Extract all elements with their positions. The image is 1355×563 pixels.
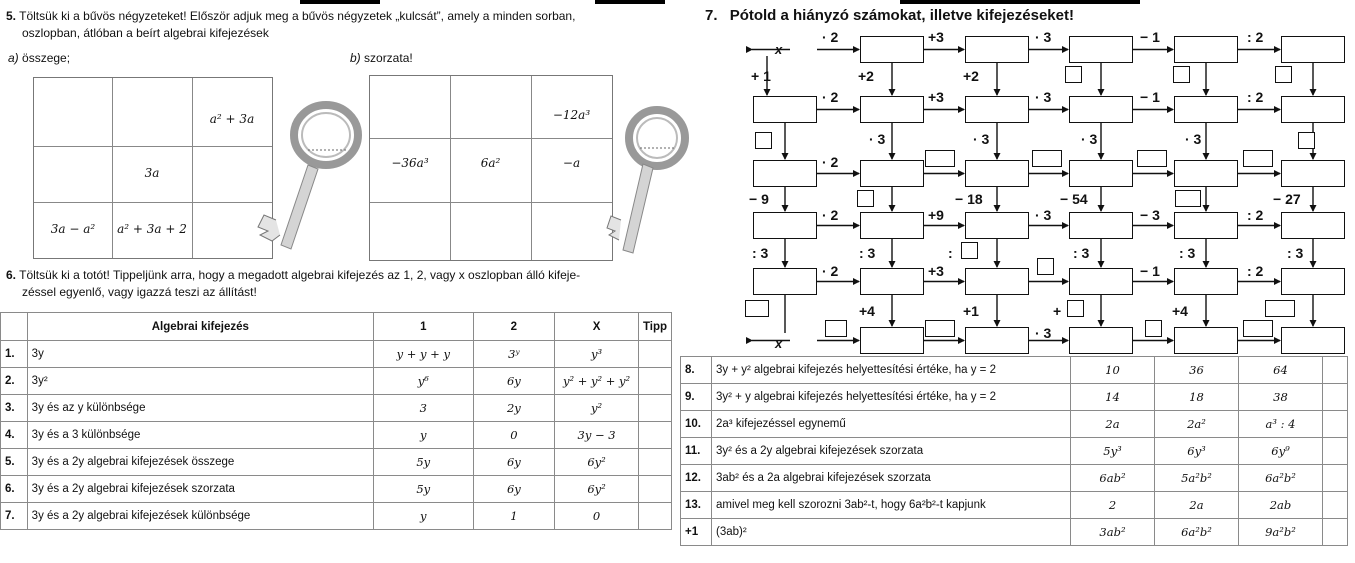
arrow-head bbox=[1310, 261, 1317, 268]
flow-box[interactable] bbox=[1174, 327, 1238, 354]
flow-box[interactable] bbox=[860, 212, 924, 239]
option-1-cell: 5y bbox=[374, 476, 474, 503]
op-label: · 2 bbox=[822, 207, 839, 223]
arrow-head bbox=[1203, 205, 1210, 212]
option-2-cell: 0 bbox=[473, 422, 555, 449]
header-cell: Algebrai kifejezés bbox=[27, 313, 373, 341]
arrow-head bbox=[764, 89, 771, 96]
ex7-title: Pótold a hiányzó számokat, illetve kifejezéseket! bbox=[729, 7, 1074, 24]
expression-cell: 3y és a 3 különbsége bbox=[27, 422, 373, 449]
expression-cell: (3ab)² bbox=[712, 519, 1071, 546]
expression-cell: amivel meg kell szorozni 3ab²-t, hogy 6a²b²-t kapjunk bbox=[712, 492, 1071, 519]
blank-box[interactable] bbox=[1265, 300, 1295, 317]
flow-box[interactable] bbox=[1069, 327, 1133, 354]
tipp-cell[interactable] bbox=[638, 449, 671, 476]
tipp-cell[interactable] bbox=[1323, 411, 1348, 438]
arrow-head bbox=[889, 89, 896, 96]
option-2-cell: 6y³ bbox=[1155, 438, 1239, 465]
op-label: − 54 bbox=[1060, 191, 1088, 207]
blank-box[interactable] bbox=[961, 242, 978, 259]
flow-box[interactable] bbox=[1069, 268, 1133, 295]
op-label: · 3 bbox=[1185, 131, 1202, 147]
square-a-cell: 3a − a² bbox=[50, 222, 96, 236]
arrow-head bbox=[1098, 153, 1105, 160]
tipp-cell[interactable] bbox=[1323, 357, 1348, 384]
tipp-cell[interactable] bbox=[638, 503, 671, 530]
op-label: · 3 bbox=[869, 131, 886, 147]
arrow-head bbox=[1098, 89, 1105, 96]
ex6-line1 bbox=[6, 268, 580, 282]
square-b-cell: 6a² bbox=[480, 156, 501, 170]
flow-box[interactable] bbox=[965, 268, 1029, 295]
toto-table-2 bbox=[680, 356, 1348, 546]
arrow-head bbox=[782, 261, 789, 268]
arrow-head bbox=[1098, 261, 1105, 268]
table-row bbox=[681, 384, 1348, 411]
row-number: 2. bbox=[1, 368, 28, 395]
option-2-cell: 6y bbox=[473, 368, 555, 395]
op-label: : 3 bbox=[1287, 245, 1304, 261]
option-1-cell: 2 bbox=[1071, 492, 1155, 519]
op-label: − 3 bbox=[1140, 207, 1160, 223]
arrow-head bbox=[1310, 153, 1317, 160]
row-number: 5. bbox=[1, 449, 28, 476]
op-label: − 27 bbox=[1273, 191, 1301, 207]
option-2-cell: 2a bbox=[1155, 492, 1239, 519]
flow-box[interactable] bbox=[1281, 327, 1345, 354]
op-label: · 3 bbox=[1035, 89, 1052, 105]
flow-box[interactable] bbox=[1174, 268, 1238, 295]
option-2-cell: 2a² bbox=[1155, 411, 1239, 438]
flow-box[interactable] bbox=[1281, 36, 1345, 63]
op-label: − 1 bbox=[1140, 29, 1160, 45]
flow-box[interactable] bbox=[1069, 36, 1133, 63]
key-illustration bbox=[595, 100, 695, 260]
arrow-head bbox=[853, 278, 860, 285]
op-label: +3 bbox=[928, 263, 944, 279]
option-x-cell: 6y² bbox=[555, 449, 639, 476]
op-label: : 3 bbox=[859, 245, 876, 261]
arrow-head bbox=[1274, 46, 1281, 53]
option-1-cell: 5y³ bbox=[1071, 438, 1155, 465]
square-b-cell: −a bbox=[562, 156, 581, 170]
arrow-head bbox=[782, 153, 789, 160]
option-2-cell: 6a²b² bbox=[1155, 519, 1239, 546]
blank-box[interactable] bbox=[925, 150, 955, 167]
op-label: · 3 bbox=[1035, 29, 1052, 45]
ex5-a-label-row bbox=[8, 51, 70, 65]
row-number: +1 bbox=[681, 519, 712, 546]
option-x-cell: y² + y² + y² bbox=[555, 368, 639, 395]
op-label: : 2 bbox=[1247, 207, 1264, 223]
flow-box[interactable] bbox=[1174, 36, 1238, 63]
arrow-head bbox=[1167, 278, 1174, 285]
flow-box[interactable] bbox=[860, 327, 924, 354]
square-b-cell: −36a³ bbox=[391, 156, 429, 170]
option-1-cell: 5y bbox=[374, 449, 474, 476]
option-1-cell: y bbox=[374, 422, 474, 449]
expression-cell: 3y és az y különbsége bbox=[27, 395, 373, 422]
expression-cell: 3y bbox=[27, 341, 373, 368]
option-1-cell: 3ab² bbox=[1071, 519, 1155, 546]
ex5-line1 bbox=[6, 9, 575, 23]
option-2-cell: 5a²b² bbox=[1155, 465, 1239, 492]
table-row bbox=[681, 519, 1348, 546]
ex6-number: 6. bbox=[6, 268, 17, 282]
option-x-cell: 9a²b² bbox=[1239, 519, 1323, 546]
blank-box[interactable] bbox=[1065, 66, 1082, 83]
ex5-text-line2: oszlopban, átlóban a beírt algebrai kifejezések bbox=[22, 26, 269, 40]
flow-box[interactable] bbox=[753, 96, 817, 123]
blank-box[interactable] bbox=[1298, 132, 1315, 149]
ex6-text-line1: Töltsük ki a totót! Tippeljünk arra, hogy a megadott algebrai kifejezés az 1, 2, vagy x oszlopban álló kifeje- bbox=[19, 268, 581, 282]
op-label: + bbox=[1053, 303, 1062, 319]
flow-arrows bbox=[735, 28, 1350, 355]
option-2-cell: 2y bbox=[473, 395, 555, 422]
tipp-cell[interactable] bbox=[1323, 438, 1348, 465]
blank-box[interactable] bbox=[1067, 300, 1084, 317]
option-1-cell: 14 bbox=[1071, 384, 1155, 411]
square-b-cell: −12a³ bbox=[552, 108, 591, 122]
op-label: +4 bbox=[859, 303, 875, 319]
arrow-head bbox=[853, 106, 860, 113]
option-2-cell: 1 bbox=[473, 503, 555, 530]
op-label: · 2 bbox=[822, 154, 839, 170]
arrow-head bbox=[994, 261, 1001, 268]
flow-box[interactable] bbox=[965, 36, 1029, 63]
arrow-head bbox=[889, 320, 896, 327]
expression-cell: 3y² bbox=[27, 368, 373, 395]
table-row bbox=[681, 438, 1348, 465]
tipp-cell[interactable] bbox=[1323, 492, 1348, 519]
arrow-head bbox=[853, 46, 860, 53]
option-x-cell: 2ab bbox=[1239, 492, 1323, 519]
op-label: : 3 bbox=[1179, 245, 1196, 261]
row-number: 12. bbox=[681, 465, 712, 492]
option-x-cell: 6a²b² bbox=[1239, 465, 1323, 492]
op-label: : 2 bbox=[1247, 263, 1264, 279]
row-number: 3. bbox=[1, 395, 28, 422]
scan-edge-bar bbox=[900, 0, 1140, 4]
header-cell: Tipp bbox=[638, 313, 671, 341]
row-number: 8. bbox=[681, 357, 712, 384]
x-label-bottom: x bbox=[775, 336, 783, 351]
expression-cell: 3y + y² algebrai kifejezés helyettesítési értéke, ha y = 2 bbox=[712, 357, 1071, 384]
flow-box[interactable] bbox=[1281, 212, 1345, 239]
row-number: 11. bbox=[681, 438, 712, 465]
op-label: +3 bbox=[928, 89, 944, 105]
blank-box[interactable] bbox=[1037, 258, 1054, 275]
tipp-cell[interactable] bbox=[1323, 519, 1348, 546]
expression-cell: 3y és a 2y algebrai kifejezések szorzata bbox=[27, 476, 373, 503]
flow-box[interactable] bbox=[860, 36, 924, 63]
op-label: +9 bbox=[928, 207, 944, 223]
option-x-cell: 6y⁹ bbox=[1239, 438, 1323, 465]
ex5-text-line1: Töltsük ki a bűvös négyzeteket! Először adjuk meg a bűvös négyzetek „kulcsát”, amely a minden sorban, bbox=[19, 9, 576, 23]
blank-box[interactable] bbox=[1175, 190, 1201, 207]
expression-cell: 3y² és a 2y algebrai kifejezések szorzata bbox=[712, 438, 1071, 465]
ex5-a-label: a) bbox=[8, 51, 19, 65]
arrow-head bbox=[853, 337, 860, 344]
scan-edge-bar bbox=[300, 0, 380, 4]
flow-box[interactable] bbox=[965, 212, 1029, 239]
tipp-cell[interactable] bbox=[638, 422, 671, 449]
blank-box[interactable] bbox=[1137, 150, 1167, 167]
table-row bbox=[1, 449, 672, 476]
arrow-head bbox=[1310, 320, 1317, 327]
row-number: 1. bbox=[1, 341, 28, 368]
option-1-cell: 3 bbox=[374, 395, 474, 422]
scan-edge-bar bbox=[595, 0, 665, 4]
flow-box[interactable] bbox=[1281, 268, 1345, 295]
ex5-a-text: összege; bbox=[22, 51, 71, 65]
arrow-head bbox=[994, 89, 1001, 96]
row-number: 6. bbox=[1, 476, 28, 503]
arrow-head bbox=[1167, 46, 1174, 53]
arrow-head bbox=[958, 337, 965, 344]
tipp-cell[interactable] bbox=[638, 395, 671, 422]
option-x-cell: 0 bbox=[555, 503, 639, 530]
arrow-head bbox=[1310, 89, 1317, 96]
option-x-cell: 38 bbox=[1239, 384, 1323, 411]
arrow-head bbox=[994, 153, 1001, 160]
arrow-head bbox=[994, 320, 1001, 327]
flow-box[interactable] bbox=[860, 160, 924, 187]
arrow-head bbox=[958, 106, 965, 113]
op-label: − 9 bbox=[749, 191, 769, 207]
header-cell: 1 bbox=[374, 313, 474, 341]
blank-box[interactable] bbox=[755, 132, 772, 149]
op-label: · 3 bbox=[1035, 325, 1052, 341]
arrow-head bbox=[1062, 337, 1069, 344]
op-label: · 2 bbox=[822, 29, 839, 45]
option-x-cell: a³ : 4 bbox=[1239, 411, 1323, 438]
option-1-cell: y bbox=[374, 503, 474, 530]
option-x-cell: 64 bbox=[1239, 357, 1323, 384]
table-row bbox=[1, 422, 672, 449]
flow-box[interactable] bbox=[1069, 212, 1133, 239]
table-row bbox=[1, 395, 672, 422]
arrow-head bbox=[1167, 337, 1174, 344]
op-label: + 1 bbox=[751, 68, 771, 84]
ex5-b-label: b) bbox=[350, 51, 361, 65]
flow-box[interactable] bbox=[1069, 96, 1133, 123]
option-2-cell: 36 bbox=[1155, 357, 1239, 384]
blank-box[interactable] bbox=[1173, 66, 1190, 83]
flow-box[interactable] bbox=[965, 327, 1029, 354]
arrow-head bbox=[1203, 89, 1210, 96]
option-x-cell: y² bbox=[555, 395, 639, 422]
option-2-cell: 18 bbox=[1155, 384, 1239, 411]
op-label: +2 bbox=[858, 68, 874, 84]
row-number: 10. bbox=[681, 411, 712, 438]
ex7-heading bbox=[705, 7, 1074, 24]
header-cell: X bbox=[555, 313, 639, 341]
arrow-head bbox=[958, 46, 965, 53]
option-1-cell: 2a bbox=[1071, 411, 1155, 438]
option-2-cell: 6y bbox=[473, 449, 555, 476]
option-x-cell: y³ bbox=[555, 341, 639, 368]
table-row bbox=[681, 465, 1348, 492]
op-label: : 2 bbox=[1247, 89, 1264, 105]
x-label-top: x bbox=[775, 42, 783, 57]
option-2-cell: 6y bbox=[473, 476, 555, 503]
op-label: +3 bbox=[928, 29, 944, 45]
table-row bbox=[681, 357, 1348, 384]
option-x-cell: 3y − 3 bbox=[555, 422, 639, 449]
arrow-head bbox=[1274, 222, 1281, 229]
tipp-cell[interactable] bbox=[638, 476, 671, 503]
flow-box[interactable] bbox=[1069, 160, 1133, 187]
op-label: : bbox=[948, 245, 953, 261]
op-label: · 2 bbox=[822, 263, 839, 279]
row-number: 9. bbox=[681, 384, 712, 411]
blank-box[interactable] bbox=[857, 190, 874, 207]
blank-box[interactable] bbox=[1145, 320, 1162, 337]
ex7-flow-chart bbox=[735, 28, 1350, 355]
flow-box[interactable] bbox=[753, 212, 817, 239]
op-label: : 2 bbox=[1247, 29, 1264, 45]
flow-box[interactable] bbox=[965, 160, 1029, 187]
row-number: 4. bbox=[1, 422, 28, 449]
option-1-cell: y + y + y bbox=[374, 341, 474, 368]
arrow-head bbox=[1062, 222, 1069, 229]
table-row bbox=[1, 503, 672, 530]
expression-cell: 3y² + y algebrai kifejezés helyettesítési értéke, ha y = 2 bbox=[712, 384, 1071, 411]
option-1-cell: 10 bbox=[1071, 357, 1155, 384]
arrow-head bbox=[958, 222, 965, 229]
toto-table-1 bbox=[0, 312, 672, 530]
square-a-cell: a² + 3a bbox=[209, 112, 255, 126]
header-cell bbox=[1, 313, 28, 341]
arrow-head bbox=[1167, 170, 1174, 177]
op-label: : 3 bbox=[1073, 245, 1090, 261]
row-number: 7. bbox=[1, 503, 28, 530]
tipp-cell[interactable] bbox=[1323, 384, 1348, 411]
magic-square-b bbox=[369, 75, 613, 261]
arrow-head bbox=[1203, 320, 1210, 327]
ex5-number: 5. bbox=[6, 9, 17, 23]
arrow-head bbox=[889, 205, 896, 212]
arrow-head bbox=[1098, 205, 1105, 212]
arrow-head bbox=[994, 205, 1001, 212]
ex5-b-text: szorzata! bbox=[364, 51, 413, 65]
row-number: 13. bbox=[681, 492, 712, 519]
header-cell: 2 bbox=[473, 313, 555, 341]
expression-cell: 3ab² és a 2a algebrai kifejezések szorzata bbox=[712, 465, 1071, 492]
arrow-head bbox=[889, 153, 896, 160]
arrow-head bbox=[853, 222, 860, 229]
arrow-head bbox=[958, 170, 965, 177]
op-label: · 3 bbox=[1081, 131, 1098, 147]
op-label: − 1 bbox=[1140, 263, 1160, 279]
op-label: +4 bbox=[1172, 303, 1188, 319]
arrow-head bbox=[853, 170, 860, 177]
flow-box[interactable] bbox=[753, 160, 817, 187]
flow-box[interactable] bbox=[860, 96, 924, 123]
arrow-head bbox=[1062, 46, 1069, 53]
op-label: − 18 bbox=[955, 191, 983, 207]
option-2-cell: 3ʸ bbox=[473, 341, 555, 368]
op-label: · 3 bbox=[1035, 207, 1052, 223]
flow-box[interactable] bbox=[1174, 212, 1238, 239]
arrow-head bbox=[1167, 222, 1174, 229]
arrow-head bbox=[746, 46, 753, 53]
table-row bbox=[681, 492, 1348, 519]
op-label: · 2 bbox=[822, 89, 839, 105]
key-illustration bbox=[246, 95, 366, 260]
expression-cell: 2a³ kifejezéssel egynemű bbox=[712, 411, 1071, 438]
arrow-head bbox=[1062, 278, 1069, 285]
ex7-number: 7. bbox=[705, 7, 718, 24]
arrow-head bbox=[1274, 337, 1281, 344]
tipp-cell[interactable] bbox=[638, 368, 671, 395]
tipp-cell[interactable] bbox=[638, 341, 671, 368]
arrow-head bbox=[1203, 261, 1210, 268]
tipp-cell[interactable] bbox=[1323, 465, 1348, 492]
blank-box[interactable] bbox=[925, 320, 955, 337]
square-a-cell: a² + 3a + 2 bbox=[117, 222, 187, 236]
blank-box[interactable] bbox=[1032, 150, 1062, 167]
arrow-head bbox=[1274, 278, 1281, 285]
table-row bbox=[1, 368, 672, 395]
op-label: +2 bbox=[963, 68, 979, 84]
op-label: · 3 bbox=[973, 131, 990, 147]
flow-box[interactable] bbox=[1174, 96, 1238, 123]
arrow-head bbox=[1310, 205, 1317, 212]
arrow-head bbox=[1274, 170, 1281, 177]
option-1-cell: 6ab² bbox=[1071, 465, 1155, 492]
flow-box[interactable] bbox=[753, 268, 817, 295]
arrow-head bbox=[782, 205, 789, 212]
blank-box[interactable] bbox=[825, 320, 847, 337]
blank-box[interactable] bbox=[1275, 66, 1292, 83]
arrow-head bbox=[1062, 106, 1069, 113]
ex5-b-label-row bbox=[350, 51, 413, 65]
arrow-head bbox=[746, 337, 753, 344]
arrow-head bbox=[1062, 170, 1069, 177]
op-label: +1 bbox=[963, 303, 979, 319]
arrow-head bbox=[1167, 106, 1174, 113]
flow-box[interactable] bbox=[965, 96, 1029, 123]
expression-cell: 3y és a 2y algebrai kifejezések összege bbox=[27, 449, 373, 476]
flow-box[interactable] bbox=[860, 268, 924, 295]
arrow-head bbox=[1098, 320, 1105, 327]
op-label: − 1 bbox=[1140, 89, 1160, 105]
arrow-head bbox=[1274, 106, 1281, 113]
flow-box[interactable] bbox=[1174, 160, 1238, 187]
blank-box[interactable] bbox=[1243, 320, 1273, 337]
table-row bbox=[681, 411, 1348, 438]
arrow-head bbox=[958, 278, 965, 285]
expression-cell: 3y és a 2y algebrai kifejezések különbsége bbox=[27, 503, 373, 530]
flow-box[interactable] bbox=[1281, 96, 1345, 123]
arrow-head bbox=[1203, 153, 1210, 160]
option-x-cell: 6y² bbox=[555, 476, 639, 503]
magic-square-a bbox=[33, 77, 273, 259]
flow-box[interactable] bbox=[1281, 160, 1345, 187]
arrow-head bbox=[889, 261, 896, 268]
square-a-cell: 3a bbox=[144, 166, 160, 180]
table-row bbox=[1, 341, 672, 368]
option-1-cell: y⁶ bbox=[374, 368, 474, 395]
ex6-text-line2: zéssel egyenlő, vagy igazzá teszi az állítást! bbox=[22, 285, 257, 299]
table-row bbox=[1, 476, 672, 503]
op-label: : 3 bbox=[752, 245, 769, 261]
blank-box[interactable] bbox=[745, 300, 769, 317]
blank-box[interactable] bbox=[1243, 150, 1273, 167]
